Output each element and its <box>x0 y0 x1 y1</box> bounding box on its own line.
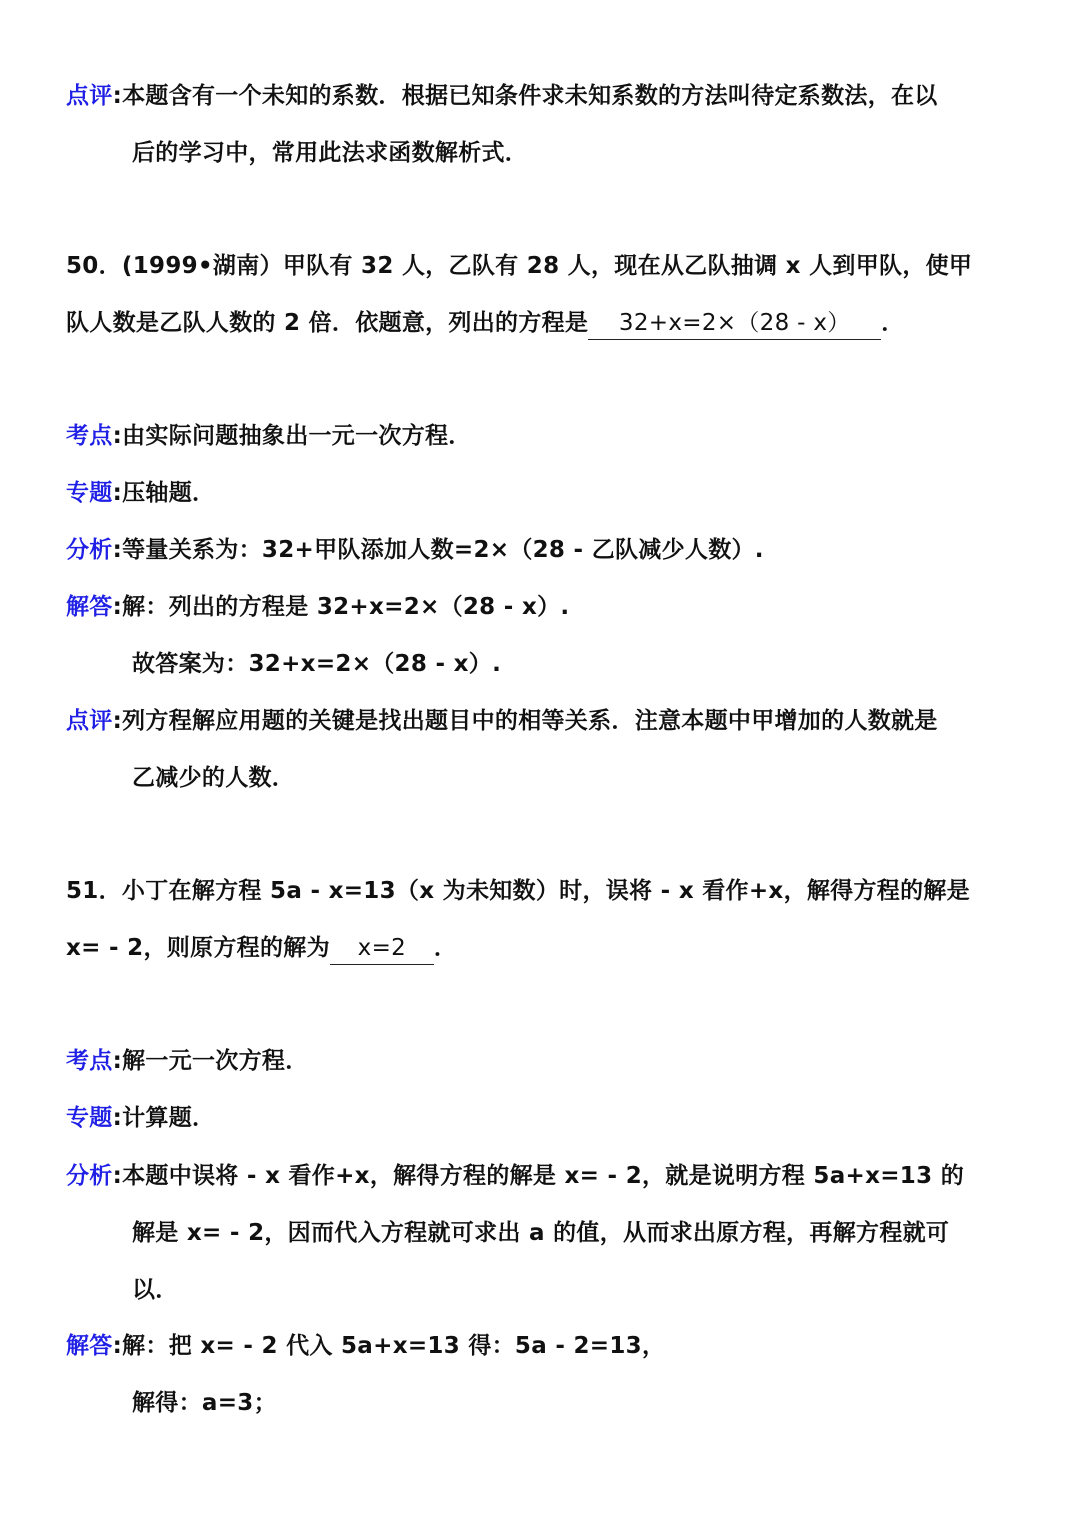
analysis-text: :本题中误将 - x 看作+x，解得方程的解是 x= - 2，就是说明方程 5a+x=13 的 <box>112 1163 965 1189</box>
q51-analysis-line1 <box>66 1156 964 1196</box>
topic-label: 专题 <box>66 480 113 506</box>
q50-solution-line2: 故答案为：32+x=2×（28 - x）. <box>132 651 502 677</box>
q50-stem-prefix: 队人数是乙队人数的 2 倍．依题意，列出的方程是 <box>66 310 589 336</box>
q51-stem-line2 <box>66 928 457 968</box>
q50-stem-suffix: ． <box>881 310 905 336</box>
point-label: 考点 <box>66 423 113 449</box>
review-label: 点评 <box>66 708 113 734</box>
point-label: 考点 <box>66 1048 113 1074</box>
q49-review-line2: 后的学习中，常用此法求函数解析式． <box>132 140 529 166</box>
q51-topic <box>66 1098 215 1138</box>
topic-text: :压轴题． <box>112 480 216 506</box>
q50-topic <box>66 473 215 513</box>
q51-solution-line1 <box>66 1326 665 1366</box>
solution-text: :解：把 x= - 2 代入 5a+x=13 得：5a - 2=13， <box>112 1333 666 1359</box>
analysis-label: 分析 <box>66 537 113 563</box>
analysis-text: :等量关系为：32+甲队添加人数=2×（28 - 乙队减少人数）. <box>112 537 764 563</box>
q50-review-line1 <box>66 701 938 741</box>
topic-label: 专题 <box>66 1105 113 1131</box>
solution-label: 解答 <box>66 1333 113 1359</box>
q51-answer-blank: x=2 <box>330 928 434 965</box>
q50-point <box>66 416 472 456</box>
review-text: :本题含有一个未知的系数．根据已知条件求未知系数的方法叫待定系数法，在以 <box>112 83 938 109</box>
point-text: :由实际问题抽象出一元一次方程． <box>112 423 472 449</box>
q51-stem-suffix: ． <box>433 935 458 961</box>
q50-stem-line2 <box>66 303 905 343</box>
q50-review-line2: 乙减少的人数． <box>132 765 296 791</box>
analysis-label: 分析 <box>66 1163 113 1189</box>
solution-label: 解答 <box>66 594 113 620</box>
q51-analysis-line2: 解是 x= - 2，因而代入方程就可求出 a 的值，从而求出原方程，再解方程就可 <box>132 1220 950 1246</box>
q50-answer-blank: 32+x=2×（28 - x） <box>588 303 881 340</box>
q51-stem-line1: 51．小丁在解方程 5a - x=13（x 为未知数）时，误将 - x 看作+x，解得方程的解是 <box>66 878 970 904</box>
point-text: :解一元一次方程． <box>112 1048 309 1074</box>
topic-text: :计算题． <box>112 1105 216 1131</box>
solution-text: :解：列出的方程是 32+x=2×（28 - x）. <box>112 594 570 620</box>
q50-stem-line1: 50．(1999•湖南）甲队有 32 人，乙队有 28 人，现在从乙队抽调 x 人到甲队，使甲 <box>66 253 973 279</box>
q51-point <box>66 1041 309 1081</box>
q49-review-line1 <box>66 76 938 116</box>
q51-stem-prefix: x= - 2，则原方程的解为 <box>66 935 330 961</box>
review-text: :列方程解应用题的关键是找出题目中的相等关系．注意本题中甲增加的人数就是 <box>112 708 938 734</box>
q51-solution-line2: 解得：a=3； <box>132 1390 277 1416</box>
q50-solution-line1 <box>66 587 569 627</box>
review-label: 点评 <box>66 83 113 109</box>
q50-analysis <box>66 530 764 570</box>
q51-analysis-line3: 以． <box>132 1277 179 1303</box>
